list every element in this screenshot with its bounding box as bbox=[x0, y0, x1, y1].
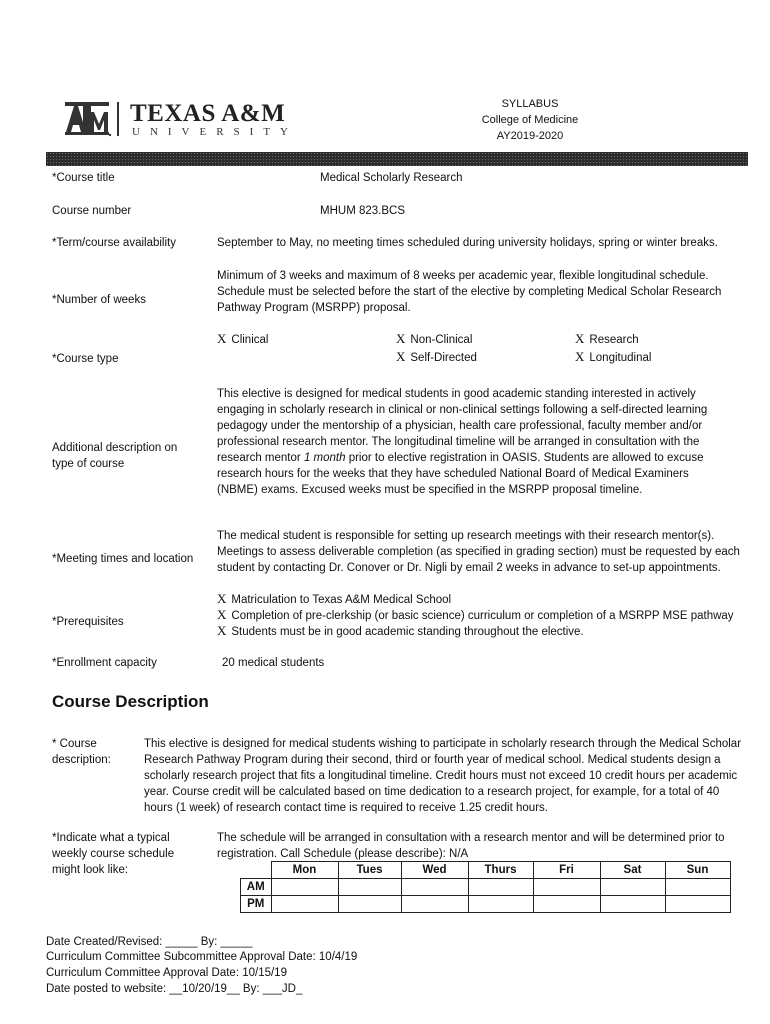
schedule-row-pm bbox=[241, 896, 731, 913]
course-number-label: Course number bbox=[52, 205, 132, 217]
course-type-label: *Course type bbox=[52, 353, 119, 365]
schedule-day-header: Fri bbox=[533, 862, 600, 879]
x-mark: X bbox=[217, 607, 227, 622]
course-type-research bbox=[575, 331, 639, 348]
committee-approval-line: Curriculum Committee Approval Date: 10/15/19 bbox=[46, 967, 287, 979]
atm-logo-mark-icon bbox=[64, 100, 112, 138]
enrollment-label: *Enrollment capacity bbox=[52, 657, 157, 669]
course-type-self-directed bbox=[396, 349, 477, 366]
schedule-day-header: Thurs bbox=[468, 862, 533, 879]
schedule-cell bbox=[468, 879, 533, 896]
course-number-value: MHUM 823.BCS bbox=[320, 205, 405, 217]
term-value: September to May, no meeting times scheduled during university holidays, spring or winter breaks. bbox=[217, 237, 718, 249]
course-type-option: Clinical bbox=[231, 334, 269, 346]
course-description-label bbox=[52, 736, 142, 768]
schedule-corner-cell bbox=[241, 862, 272, 879]
course-type-non-clinical bbox=[396, 331, 472, 348]
schedule-cell bbox=[665, 896, 730, 913]
course-type-clinical bbox=[217, 331, 268, 348]
schedule-cell bbox=[600, 879, 665, 896]
course-description-label-line1: * Course bbox=[52, 738, 97, 750]
prerequisite-item bbox=[217, 623, 584, 640]
schedule-day-header: Sun bbox=[665, 862, 730, 879]
additional-description-label: Additional description on type of course bbox=[52, 442, 178, 470]
meeting-value: The medical student is responsible for setting up research meetings with their research mentor(s). Meetings to assess deliverable completion (as specified in grading section) must be requested by each student by contacting Dr. Conover or Dr. Nigli by email 2 weeks in advance to set-up appointments. bbox=[217, 530, 740, 574]
course-description-heading: Course Description bbox=[52, 692, 209, 711]
x-mark: X bbox=[575, 331, 585, 346]
date-posted-line: Date posted to website: __10/20/19__ By: ___JD_ bbox=[46, 983, 303, 995]
weeks-label: *Number of weeks bbox=[52, 294, 146, 306]
x-mark: X bbox=[396, 331, 406, 346]
syllabus-title: SYLLABUS bbox=[501, 98, 559, 110]
schedule-cell bbox=[665, 879, 730, 896]
schedule-row-am bbox=[241, 879, 731, 896]
prerequisite-text: Students must be in good academic standing throughout the elective. bbox=[231, 626, 584, 638]
logo-divider bbox=[117, 102, 119, 136]
schedule-row-label: PM bbox=[241, 896, 272, 913]
schedule-cell bbox=[468, 896, 533, 913]
academic-year: AY2019-2020 bbox=[496, 130, 564, 142]
schedule-cell bbox=[338, 896, 401, 913]
schedule-day-header: Wed bbox=[401, 862, 468, 879]
schedule-cell bbox=[271, 896, 338, 913]
header-band bbox=[46, 152, 748, 166]
x-mark: X bbox=[217, 623, 227, 638]
enrollment-value: 20 medical students bbox=[222, 657, 325, 669]
schedule-cell bbox=[401, 879, 468, 896]
course-type-option: Self-Directed bbox=[410, 352, 477, 364]
subcommittee-approval-line: Curriculum Committee Subcommittee Approval Date: 10/4/19 bbox=[46, 951, 358, 963]
schedule-row-label: AM bbox=[241, 879, 272, 896]
texas-am-logo bbox=[64, 100, 304, 140]
syllabus-header bbox=[460, 96, 600, 144]
x-mark: X bbox=[217, 591, 227, 606]
schedule-day-header: Tues bbox=[338, 862, 401, 879]
course-type-longitudinal bbox=[575, 349, 651, 366]
schedule-cell bbox=[533, 879, 600, 896]
course-type-option: Non-Clinical bbox=[410, 334, 473, 346]
additional-text-part2: prior to elective registration in OASIS. Students are allowed to excuse research hours for the weeks that they have scheduled National Board of Medical Examiners (NBME) exams. Excused weeks must be specified in the MSRPP proposal timeline. bbox=[217, 452, 704, 496]
prerequisites-label: *Prerequisites bbox=[52, 616, 124, 628]
course-title-value: Medical Scholarly Research bbox=[320, 172, 463, 184]
schedule-cell bbox=[600, 896, 665, 913]
prerequisite-item bbox=[217, 591, 451, 608]
course-type-option: Longitudinal bbox=[589, 352, 652, 364]
schedule-header-row bbox=[241, 862, 731, 879]
course-title-label: *Course title bbox=[52, 172, 115, 184]
schedule-cell bbox=[401, 896, 468, 913]
schedule-cell bbox=[271, 879, 338, 896]
schedule-cell bbox=[338, 879, 401, 896]
course-type-option: Research bbox=[589, 334, 639, 346]
meeting-label: *Meeting times and location bbox=[52, 553, 194, 565]
logo-subtitle: UNIVERSITY bbox=[132, 126, 298, 138]
weeks-value: Minimum of 3 weeks and maximum of 8 weeks per academic year, flexible longitudinal schedule. Schedule must be selected before the start of the elective by completing Medical Scholar Research Pathway Program (MSRPP) proposal. bbox=[217, 270, 722, 314]
prerequisite-text: Matriculation to Texas A&M Medical School bbox=[231, 594, 452, 606]
college-name: College of Medicine bbox=[481, 114, 579, 126]
prerequisite-item bbox=[217, 607, 734, 624]
prerequisite-text: Completion of pre-clerkship (or basic science) curriculum or completion of a MSRPP MSE pathway bbox=[231, 610, 734, 622]
term-label: *Term/course availability bbox=[52, 237, 176, 249]
additional-text-part1: This elective is designed for medical students in good academic standing interested in actively engaging in scholarly research in clinical or non-clinical settings following a self-directed learning pedagogy under the mentorship of a physician, health care professional, faculty member and/or professional research mentor. The longitudinal timeline will be arranged in consultation with the research mentor bbox=[217, 388, 708, 464]
logo-title: TEXAS A&M bbox=[130, 100, 286, 127]
additional-emphasis: 1 month bbox=[303, 452, 346, 464]
schedule-day-header: Mon bbox=[271, 862, 338, 879]
schedule-value: The schedule will be arranged in consultation with a research mentor and will be determined prior to registration. Call Schedule (please describe): N/A bbox=[217, 832, 725, 860]
course-description-label-line2: description: bbox=[52, 754, 111, 766]
x-mark: X bbox=[217, 331, 227, 346]
schedule-cell bbox=[533, 896, 600, 913]
weekly-schedule-table bbox=[240, 861, 731, 913]
additional-description-value bbox=[217, 386, 717, 498]
course-description-value: This elective is designed for medical students wishing to participate in scholarly research through the Medical Scholar Research Pathway Program during their second, third or fourth year of medical school. Medical students design a scholarly research project that fits a longitudinal timeline. Credit hours must not exceed 10 credit hours per academic year. Course credit will be calculated based on time dedication to a research project, for example, for a total of 40 hours (1 week) of research contact time is required to receive 1.25 credit hours. bbox=[144, 738, 742, 814]
date-created-line: Date Created/Revised: _____ By: _____ bbox=[46, 936, 253, 948]
schedule-label: *Indicate what a typical weekly course schedule might look like: bbox=[52, 832, 175, 876]
x-mark: X bbox=[396, 349, 406, 364]
x-mark: X bbox=[575, 349, 585, 364]
schedule-day-header: Sat bbox=[600, 862, 665, 879]
